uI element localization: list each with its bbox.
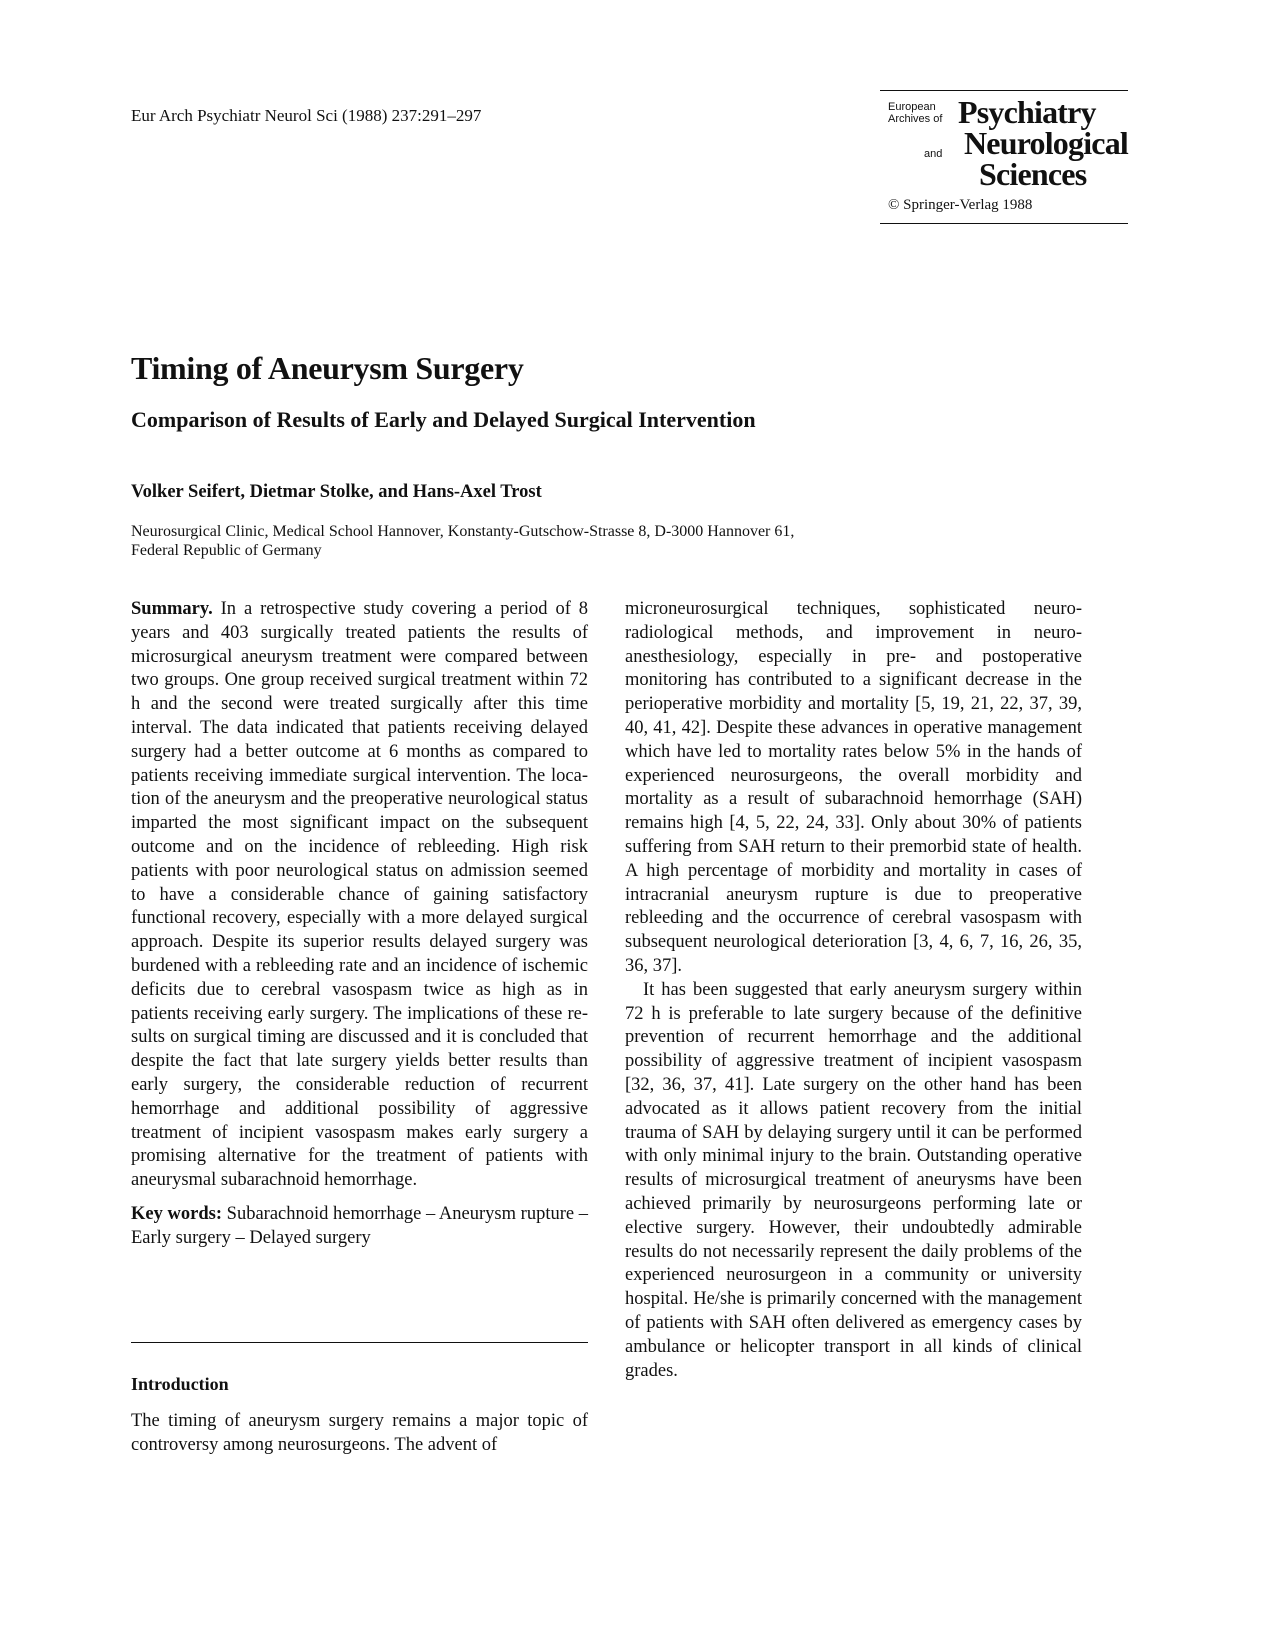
masthead-psychiatry: Psychiatry	[958, 94, 1096, 130]
masthead-neurological: Neurological	[963, 125, 1128, 161]
summary-paragraph	[131, 598, 588, 1193]
section-divider	[131, 1342, 588, 1343]
introduction-text-left: The timing of aneurysm surgery remains a major topic of controversy among neurosurgeons. The advent of	[131, 1411, 588, 1455]
article-title: Timing of Aneurysm Surgery	[131, 350, 524, 386]
keywords-text: Subarachnoid hemorrhage – Aneurysm rupture – Early surgery – Delayed surgery	[131, 1203, 589, 1248]
summary-label: Summary.	[131, 599, 213, 619]
copyright-notice: © Springer-Verlag 1988	[888, 197, 1033, 213]
masthead-archives-of: Archives of	[888, 113, 943, 125]
article-subtitle: Comparison of Results of Early and Delayed Surgical Intervention	[131, 407, 756, 432]
masthead-sciences: Sciences	[979, 156, 1087, 192]
introduction-heading: Introduction	[131, 1374, 229, 1394]
masthead-european: European	[888, 101, 936, 113]
author-affiliation	[131, 522, 1031, 560]
right-column	[625, 598, 1082, 1383]
summary-text: In a retrospective study covering a period of 8 years and 403 surgically treated patients the results of microsurgical aneurysm treatment were compared between two groups. One group received surgical treatment within 72 h and the second were treated surgically after this time interval. The data indicated that patients receiving delayed surgery had a better outcome at 6 months as compared to patients receiving immediate surgical intervention. The location of the aneurysm and the preoperative neurological status imparted the most significant impact on the subsequent outcome and on the incidence of rebleeding. High risk patients with poor neurological status on admission seemed to have a considerable chance of gaining satisfactory functional recovery, especially with a more delayed surgical approach. Despite its superior results delayed surgery was burdened with a rebleeding rate and an incidence of ischemic deficits due to cerebral vasospasm twice as high as in patients receiving early surgery. The implications of these results on surgical timing are discussed and it is concluded that despite the fact that late surgery yields better results than early surgery, the considerable reduction of recurrent hemorrhage and additional possibility of aggressive treatment of incipient vasospasm makes early surgery a promising alternative for the treatment of patients with aneurysmal subarachnoid hemorrhage.	[131, 599, 589, 1191]
article-authors: Volker Seifert, Dietmar Stolke, and Hans-Axel Trost	[131, 482, 542, 502]
keywords-label: Key words:	[131, 1203, 222, 1224]
affiliation-line: Neurosurgical Clinic, Medical School Hannover, Konstanty-Gutschow-Strasse 8, D-3000 Hannover 61,	[131, 523, 795, 540]
journal-citation: Eur Arch Psychiatr Neurol Sci (1988) 237:291–297	[131, 106, 482, 125]
introduction-paragraph-2: It has been suggested that early aneurysm surgery within 72 h is preferable to late surgery because of the definitive prevention of recurrent hemorrhage and the additional possibility of aggressive treatment of incipient vasospasm [32, 36, 37, 41]. Late surgery on the other hand has been advocated as it allows patient recovery from the initial trauma of SAH by delaying surgery until it can be performed with only minimal injury to the brain. Outstanding operative results of microsurgical treatment of aneurysms have been achieved primarily by neurosurgeons performing late or elective surgery. However, their undoubtedly admirable results do not necessarily represent the daily problems of the experienced neurosurgeon in a community or university hospital. He/she is primarily concerned with the management of patients with SAH often delivered as emergency cases by ambulance or helicopter transport in all kinds of clinical grades.	[625, 979, 1082, 1381]
left-column	[131, 598, 588, 1251]
keywords-paragraph	[131, 1203, 588, 1251]
masthead-and: and	[924, 148, 943, 160]
journal-masthead	[880, 90, 1128, 224]
affiliation-line: Federal Republic of Germany	[131, 542, 322, 559]
introduction-paragraph-1: microneurosurgical techniques, sophisticated neuroradiological methods, and improvement in neuroanesthesiology, especially in pre- and postoperative monitoring has contributed to a significant decrease in the perioperative morbidity and mortality [5, 19, 21, 22, 37, 39, 40, 41, 42]. Despite these advances in operative management which have led to mortality rates below 5% in the hands of experienced neurosurgeons, the overall morbidity and mortality as a result of subarachnoid hemorrhage (SAH) remains high [4, 5, 22, 24, 33]. Only about 30% of patients suffering from SAH return to their premorbid state of health. A high percentage of morbidity and mortality in cases of intracranial aneurysm rupture is due to preoperative rebleeding and the occurrence of cerebral vasospasm with subsequent neurological deterioration [3, 4, 6, 7, 16, 26, 35, 36, 37].	[625, 599, 1082, 976]
